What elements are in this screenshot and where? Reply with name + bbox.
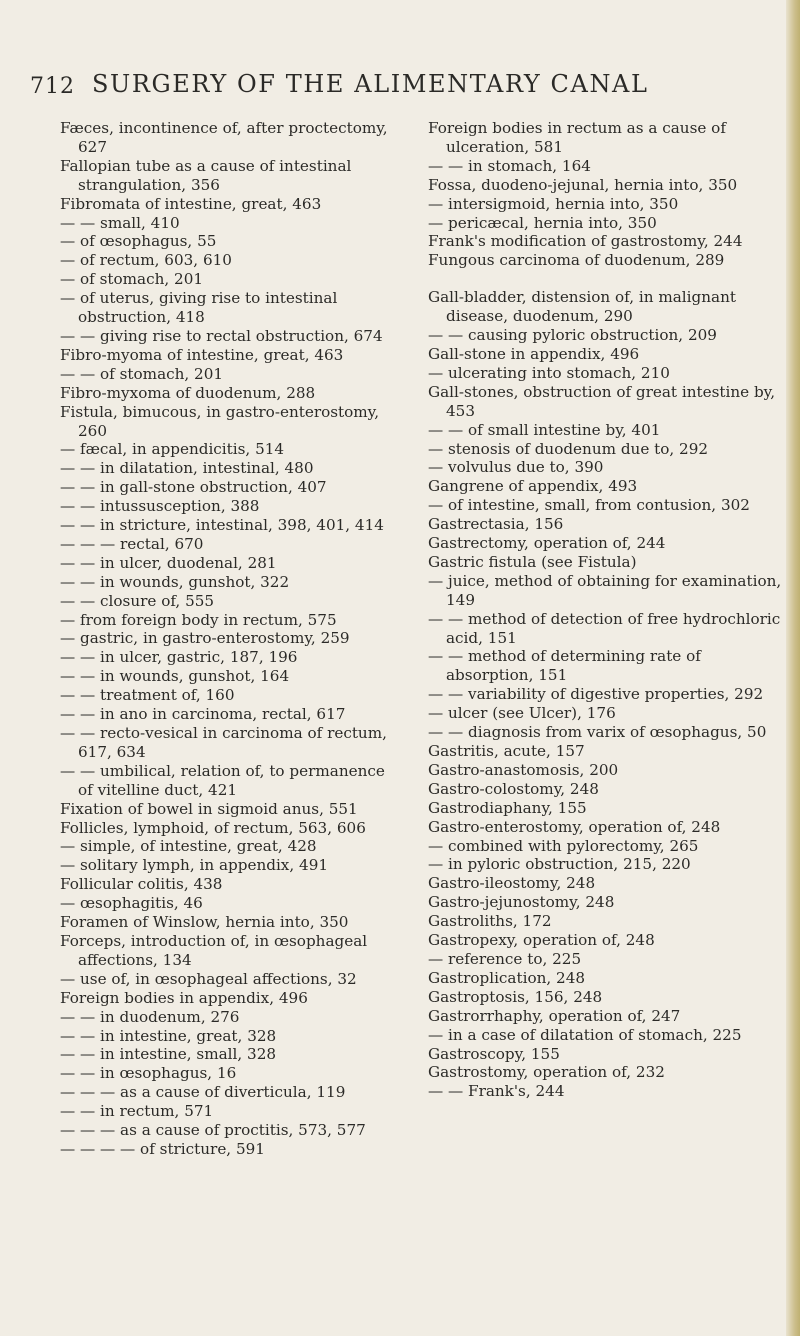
- index-entry: — — in intestine, small, 328: [60, 1045, 277, 1064]
- index-entry: — — in rectum, 571: [60, 1102, 214, 1121]
- index-entry: — — recto-vesical in carcinoma of rectum, 617, 634: [60, 724, 387, 761]
- index-entry: — simple, of intestine, great, 428: [60, 837, 317, 856]
- index-entry: Gastroliths, 172: [428, 912, 552, 931]
- index-entry: Fæces, incontinence of, after proctectomy, 627: [60, 119, 388, 156]
- index-entry: — pericæcal, hernia into, 350: [428, 213, 657, 232]
- index-entry: Fallopian tube as a cause of intestinal strangulation, 356: [60, 156, 352, 194]
- index-entry: — — closure of, 555: [60, 591, 215, 610]
- index-entry: Follicular colitis, 438: [60, 875, 223, 894]
- index-entry: Foramen of Winslow, hernia into, 350: [60, 913, 349, 932]
- index-entry: — — in gall-stone obstruction, 407: [60, 478, 327, 497]
- index-entry: — — giving rise to rectal obstruction, 674: [60, 326, 383, 345]
- index-entry: Gastro-ileostomy, 248: [428, 874, 596, 893]
- index-entry: Gastropexy, operation of, 248: [428, 931, 655, 950]
- index-entry: — — in stricture, intestinal, 398, 401, 414: [60, 516, 384, 535]
- index-entry: Foreign bodies in rectum as a cause of ulceration, 581: [428, 119, 726, 156]
- index-entry: — — of small intestine by, 401: [428, 420, 661, 439]
- page-number: 712: [30, 74, 75, 99]
- index-entry: — — in intestine, great, 328: [60, 1026, 277, 1045]
- index-entry: Follicles, lymphoid, of rectum, 563, 606: [60, 818, 366, 837]
- index-entry: Gastrorrhaphy, operation of, 247: [428, 1006, 681, 1025]
- index-entry: — solitary lymph, in appendix, 491: [60, 856, 329, 875]
- index-entry: — — in ano in carcinoma, rectal, 617: [60, 705, 346, 724]
- index-entry: — of intestine, small, from contusion, 302: [428, 496, 750, 515]
- index-entry: Gastrodiaphany, 155: [428, 798, 587, 817]
- index-entry: — from foreign body in rectum, 575: [60, 610, 337, 629]
- index-entry: Fibromata of intestine, great, 463: [60, 194, 322, 213]
- index-entry: — ulcerating into stomach, 210: [428, 363, 670, 382]
- index-entry: — — treatment of, 160: [60, 686, 235, 705]
- index-entry: Fibro-myxoma of duodenum, 288: [60, 383, 316, 402]
- index-entry: — œsophagitis, 46: [60, 894, 203, 913]
- page-header: [30, 70, 770, 106]
- index-entry: Forceps, introduction of, in œsophageal affections, 134: [60, 931, 368, 969]
- index-entry: — juice, method of obtaining for examination, 149: [428, 571, 782, 609]
- index-entry: Gastro-anastomosis, 200: [428, 760, 619, 779]
- index-entry: Foreign bodies in appendix, 496: [60, 988, 308, 1007]
- index-entry: — — method of determining rate of absorption, 151: [428, 647, 701, 685]
- index-entry: Gall-stone in appendix, 496: [428, 344, 640, 363]
- index-entry: Gastrectasia, 156: [428, 515, 564, 534]
- index-entry: Gastro-colostomy, 248: [428, 779, 599, 798]
- index-entry: Gastrectomy, operation of, 244: [428, 534, 666, 553]
- index-entry: Fossa, duodeno-jejunal, hernia into, 350: [428, 175, 738, 194]
- index-entry: — — diagnosis from varix of œsophagus, 50: [428, 723, 767, 742]
- index-entry: Gastritis, acute, 157: [428, 742, 585, 760]
- index-entry: — — in wounds, gunshot, 322: [60, 572, 290, 591]
- index-entry: — of uterus, giving rise to intestinal obstruction, 418: [60, 289, 338, 327]
- index-entry: — combined with pylorectomy, 265: [428, 836, 699, 855]
- index-entry: — — — — of stricture, 591: [60, 1139, 265, 1158]
- index-entry: — in a case of dilatation of stomach, 225: [428, 1025, 742, 1044]
- index-entry: Gastrostomy, operation of, 232: [428, 1063, 665, 1082]
- index-entry: Gangrene of appendix, 493: [428, 477, 638, 496]
- index-entry: — stenosis of duodenum due to, 292: [428, 439, 709, 458]
- index-entry: — — intussusception, 388: [60, 497, 260, 516]
- index-entry: — — in œsophagus, 16: [60, 1064, 237, 1083]
- index-entry: Gall-bladder, distension of, in malignant disease, duodenum, 290: [428, 288, 736, 326]
- index-entry: Gastro-jejunostomy, 248: [428, 893, 615, 912]
- index-column-right: [428, 119, 788, 1101]
- index-entry: — — in dilatation, intestinal, 480: [60, 459, 314, 478]
- index-entry: — ulcer (see Ulcer), 176: [428, 704, 616, 723]
- index-entry: — — causing pyloric obstruction, 209: [428, 326, 717, 345]
- index-entry: — fæcal, in appendicitis, 514: [60, 440, 285, 459]
- index-entry: — — method of detection of free hydrochloric acid, 151: [428, 609, 781, 647]
- index-entry: Gall-stones, obstruction of great intestine by, 453: [428, 382, 776, 420]
- index-entry: — use of, in œsophageal affections, 32: [60, 969, 357, 988]
- index-entry: — — of stomach, 201: [60, 364, 224, 383]
- index-entry: Fungous carcinoma of duodenum, 289: [428, 251, 725, 270]
- index-entry: — — — as a cause of proctitis, 573, 577: [60, 1121, 366, 1140]
- index-entry: Fixation of bowel in sigmoid anus, 551: [60, 799, 358, 818]
- index-entry: Fibro-myoma of intestine, great, 463: [60, 345, 344, 364]
- index-entry: — in pyloric obstruction, 215, 220: [428, 855, 691, 874]
- index-entry: Gastric fistula (see Fistula): [428, 552, 637, 571]
- index-entry: — — umbilical, relation of, to permanence of vitelline duct, 421: [60, 761, 385, 799]
- index-entry: — of œsophagus, 55: [60, 232, 217, 251]
- page-edge: [786, 0, 800, 1336]
- index-entry: Fistula, bimucous, in gastro-enterostomy, 260: [60, 402, 380, 440]
- index-entry: — intersigmoid, hernia into, 350: [428, 194, 679, 213]
- index-entry: — volvulus due to, 390: [428, 458, 604, 477]
- index-entry: — gastric, in gastro-enterostomy, 259: [60, 629, 350, 648]
- index-entry: Gastro-enterostomy, operation of, 248: [428, 817, 721, 836]
- index-entry: — — Frank's, 244: [428, 1082, 565, 1101]
- index-entry: Gastroscopy, 155: [428, 1044, 560, 1063]
- index-entry: — — in wounds, gunshot, 164: [60, 667, 290, 686]
- index-entry: — — variability of digestive properties, 292: [428, 685, 764, 704]
- index-entry: — — — as a cause of diverticula, 119: [60, 1083, 346, 1102]
- index-entry: — of rectum, 603, 610: [60, 251, 232, 270]
- index-entry: — reference to, 225: [428, 949, 582, 968]
- index-entry: Gastroptosis, 156, 248: [428, 987, 603, 1006]
- index-entry: — — in ulcer, duodenal, 281: [60, 553, 277, 572]
- index-entry: Frank's modification of gastrostomy, 244: [428, 232, 743, 251]
- index-entry: — — — rectal, 670: [60, 534, 204, 553]
- index-entry: — — small, 410: [60, 213, 180, 232]
- index-entry: — of stomach, 201: [60, 270, 204, 289]
- index-entry: — — in ulcer, gastric, 187, 196: [60, 648, 298, 667]
- running-title: SURGERY OF THE ALIMENTARY CANAL: [92, 70, 649, 98]
- index-entry: Gastroplication, 248: [428, 968, 586, 987]
- index-column-left: [60, 119, 398, 1159]
- index-entry: — — in duodenum, 276: [60, 1007, 240, 1026]
- index-entry: — — in stomach, 164: [428, 156, 591, 175]
